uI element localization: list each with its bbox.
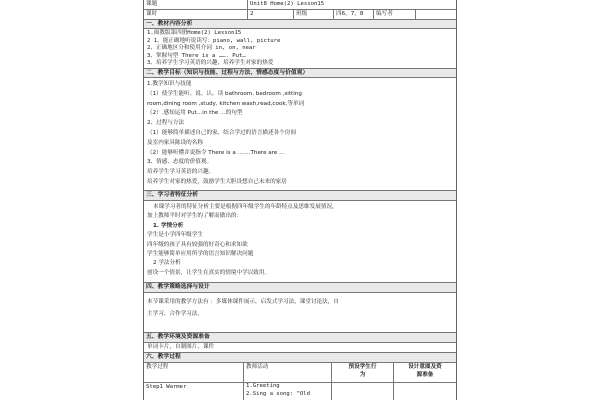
section-5-body (144, 343, 456, 353)
lesson-plan-document (143, 0, 457, 400)
class-label: 班级 (294, 10, 334, 19)
section-6-title: 六、教学过程 (144, 353, 456, 363)
step-1-design-intent (394, 383, 456, 400)
col-student-behavior (332, 363, 394, 382)
section-1-title: 一、教材内容分析 (144, 20, 456, 29)
s5-line: 单词卡片，自制图片，课件 (147, 344, 215, 350)
col-design-intent (394, 363, 456, 382)
hours-value: 2 (248, 10, 294, 19)
section-3-body (144, 201, 456, 283)
col-student-behavior-line2: 为 (359, 371, 366, 378)
s2-line: 1.教学知识与技能 (147, 81, 192, 87)
s3-line: 四年级的孩子具有较强的好奇心和求知欲 (147, 241, 248, 248)
s1-line: 2、正确地区分和使用介词 in, on, near (147, 45, 256, 52)
topic-row (144, 0, 456, 10)
s2-line: 2、过程与方法 (147, 120, 185, 127)
col-teacher-activity: 教师活动 (244, 363, 332, 382)
col-process: 教学过程 (144, 363, 244, 382)
s3-line: 学生是小学四年级学生 (147, 232, 203, 239)
s2-line: 及室内家具陈设的名称 (147, 139, 203, 146)
topic-label: 课题 (144, 0, 248, 9)
section-2-title: 二、教学目标（知识与技能、过程与方法、情感态度与价值观） (144, 69, 456, 78)
section-4-body (144, 293, 456, 333)
s2-line: 培养学生学习英语的兴趣。 (147, 169, 215, 176)
author-value (416, 10, 456, 19)
col-student-behavior-line1: 预设学生行 (348, 364, 377, 370)
activity-line: 1.Greeting (246, 383, 280, 389)
topic-value: Unit8 Home(2) Lesson15 (250, 1, 325, 7)
s3-line: 创设一个情景，让学生在真实的情境中学以致用。 (147, 269, 271, 276)
s1-line: 1.闽教版第四册Home(2) Lesson15 (147, 30, 242, 36)
section-3-title: 三、学习者特征分析 (144, 191, 456, 201)
s2-line: （1）使学生能听、说、认、读 bathroom, bedroom ,sitting (147, 90, 302, 97)
s3-line: 本课学习者的特征分析主要是根据四年级学生的年龄特点及思维发展情况， (153, 204, 338, 210)
step-1-label: Step1 Warmer (144, 383, 244, 400)
col-design-intent-line2: 源准备 (416, 371, 434, 378)
s3-line: 加上教师平时对学生的了解而做出的： (147, 213, 243, 220)
col-design-intent-line1: 设计意图及资 (408, 364, 442, 370)
s3-line: 学生能够简单应用所学的语言知识解决问题 (147, 251, 254, 258)
s2-line: 培养学生对家的热爱，鼓励学生大胆设想自己未来的家居 (147, 178, 287, 185)
activity-line: 2.Sing a song: "Old (246, 390, 310, 397)
section-1-body (144, 29, 456, 69)
s1-line: 3、掌握句型 There is a ……. Put… (147, 52, 246, 59)
class-value: 四6，7，8 (334, 10, 374, 19)
s2-line: （2）能够听懂并说指令 There is a …….There are … (147, 149, 285, 156)
step-1-student-behavior (332, 383, 394, 400)
step-1-row (144, 383, 456, 400)
s1-line: 2 1、能正确地听说读写：piano, wall, picture (147, 37, 281, 44)
hours-row (144, 10, 456, 20)
s2-line: （1）能够简单描述自己的家，结合学过的语言描述各个房间 (147, 129, 296, 136)
s4-line: 主学习、合作学习法。 (147, 311, 203, 317)
s3-line: 2 学法分析 (153, 260, 181, 267)
step-1-activities (244, 383, 332, 400)
hours-label: 课时 (144, 10, 248, 19)
section-2-body (144, 78, 456, 191)
s1-line: 3、培养学生学习英语的兴趣，培养学生对家的热爱 (147, 60, 274, 67)
s2-line: 3、情感、态度的价值观。 (147, 159, 213, 166)
s2-line: room,dining room ,study, kitchen wash,read,cook,等单词 (147, 100, 305, 107)
s2-line: （2）.感知运用 Put…in the …的句型 (147, 110, 243, 117)
process-table-header (144, 363, 456, 383)
section-4-title: 四、教学策略选择与设计 (144, 283, 456, 293)
author-label: 编写者 (374, 10, 416, 19)
s3-line: 1. 学情分析 (153, 222, 184, 229)
s4-line: 本节课采用的教学方法有 ：多媒体课件展示，启发式学习法，课堂讨论法，自 (147, 299, 339, 305)
section-5-title: 五、教学环境及资源准备 (144, 333, 456, 343)
